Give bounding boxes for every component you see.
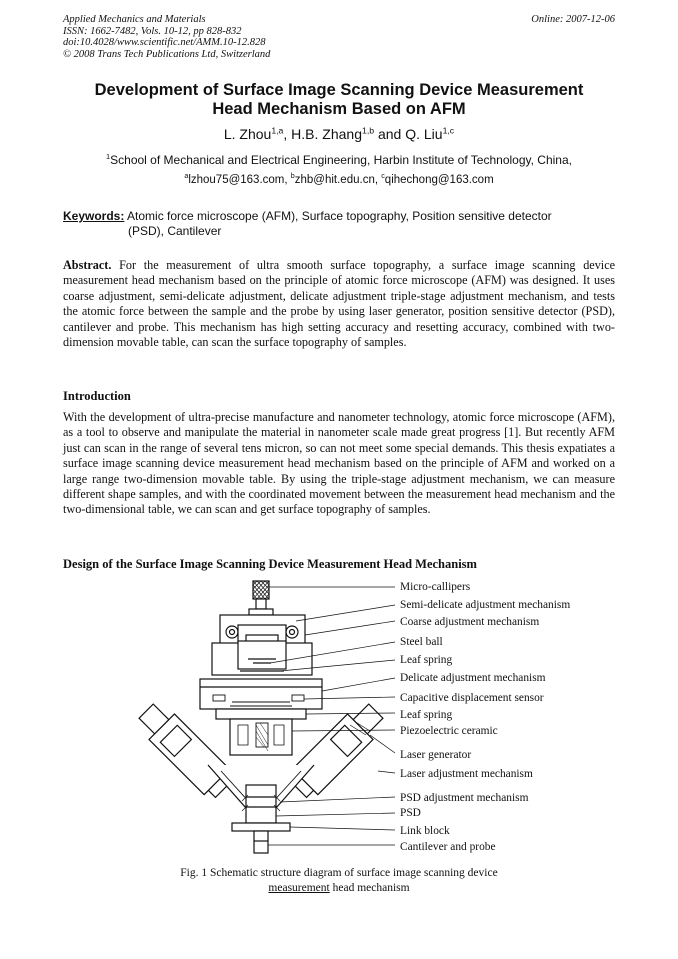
label-link-block: Link block	[400, 825, 450, 837]
label-micro-callipers: Micro-callipers	[400, 581, 471, 593]
author-sep: ,	[283, 126, 292, 142]
email-b[interactable]: zhb@hit.edu.cn	[294, 174, 375, 186]
paper-title	[63, 81, 615, 119]
figure-caption	[63, 866, 615, 896]
online-date: Online: 2007-12-06	[531, 14, 615, 25]
author-3: Q. Liu	[405, 126, 443, 142]
keywords-line-1: Atomic force microscope (AFM), Surface topography, Position sensitive detector	[127, 209, 552, 223]
label-piezo: Piezoelectric ceramic	[400, 725, 498, 737]
affiliation-text: School of Mechanical and Electrical Engineering, Harbin Institute of Technology, China,	[110, 153, 572, 167]
copyright: © 2008 Trans Tech Publications Ltd, Switzerland	[63, 48, 271, 60]
figure-1	[120, 575, 600, 860]
affiliation-sup: 1	[106, 152, 111, 161]
label-coarse: Coarse adjustment mechanism	[400, 616, 540, 628]
email-a-sup: a	[184, 172, 189, 181]
label-psd: PSD	[400, 807, 421, 819]
email-c[interactable]: qihechong@163.com	[384, 174, 494, 186]
issn: ISSN: 1662-7482, Vols. 10-12, pp 828-832	[63, 25, 242, 37]
abstract	[63, 258, 615, 350]
email-list: $^a$lzhou75@163.com, $^b$zhb@hit.edu.cn, $^c$qihechong@163.com	[184, 172, 494, 186]
affiliation	[63, 153, 615, 167]
design-heading: Design of the Surface Image Scanning Device Measurement Head Mechanism	[63, 557, 477, 571]
introduction-text: With the development of ultra-precise manufacture and nanometer technology, atomic force microscope (AFM), as a tool to observe and manipulate the material in nanometer scale made great progress [1]. But recently AFM just can scan in the range of several tens micron, so can not meet some special demands. This thesis expatiates a surface image scanning device measurement head mechanism based on the principle of AFM and worked on a large range two-dimension movable table. By using the triple-stage adjustment mechanism, we can measure different shape samples, and with the coordinated movement between the measurement head mechanism and the two-dimensional table, we can scan and get surface topography of samples.	[63, 410, 615, 517]
author-3-sup: 1,c	[442, 125, 455, 136]
label-cantilever: Cantilever and probe	[400, 841, 496, 853]
caption-rest: head mechanism	[329, 882, 410, 894]
keywords-label: Keywords:	[63, 209, 125, 223]
label-capacitive-sensor: Capacitive displacement sensor	[400, 692, 544, 704]
author-1: L. Zhou	[223, 126, 272, 142]
email-a[interactable]: lzhou75@163.com	[188, 174, 285, 186]
author-list	[63, 126, 615, 142]
email-c-sup: c	[381, 172, 385, 181]
caption-line-1: Fig. 1 Schematic structure diagram of surface image scanning device	[180, 867, 498, 879]
label-leaf-spring-1: Leaf spring	[400, 654, 453, 666]
label-semi-delicate: Semi-delicate adjustment mechanism	[400, 599, 571, 611]
abstract-label: Abstract.	[63, 258, 112, 272]
author-1-sup: 1,a	[271, 125, 284, 136]
doi: doi:10.4028/www.scientific.net/AMM.10-12.828	[63, 37, 266, 48]
author-2-sup: 1,b	[362, 125, 375, 136]
caption-underlined-word: measurement	[268, 882, 330, 894]
label-laser-generator: Laser generator	[400, 749, 472, 761]
email-b-sup: b	[290, 172, 295, 181]
label-steel-ball: Steel ball	[400, 636, 443, 648]
abstract-text: For the measurement of ultra smooth surface topography, a surface image scanning device measurement head mechanism based on the principle of atomic force microscope (AFM) was designed. It uses coarse adjustment, semi-delicate adjustment, delicate adjustment triple-stage adjustment mechanism, and tests the atomic force between the sample and the probe by using laser generator, position sensitive detector (PSD), cantilever and probe. This mechanism has high setting accuracy and resetting accuracy, combined with two-dimension movable table, can scan the surface topography of samples.	[63, 258, 616, 350]
title-line-2: Head Mechanism Based on AFM	[212, 100, 466, 118]
label-psd-adjustment: PSD adjustment mechanism	[400, 792, 529, 804]
title-line-1: Development of Surface Image Scanning Device Measurement	[94, 81, 584, 99]
label-delicate: Delicate adjustment mechanism	[400, 672, 546, 684]
introduction-heading: Introduction	[63, 389, 131, 403]
journal-name: Applied Mechanics and Materials	[63, 14, 206, 25]
author-2: H.B. Zhang	[291, 126, 362, 142]
keywords	[63, 209, 615, 239]
author-and: and	[374, 126, 406, 142]
keywords-line-2: (PSD), Cantilever	[128, 224, 222, 238]
label-laser-adjustment: Laser adjustment mechanism	[400, 768, 533, 780]
journal-header	[63, 14, 270, 60]
label-leaf-spring-2: Leaf spring	[400, 709, 453, 721]
caption-line-2	[63, 881, 615, 896]
